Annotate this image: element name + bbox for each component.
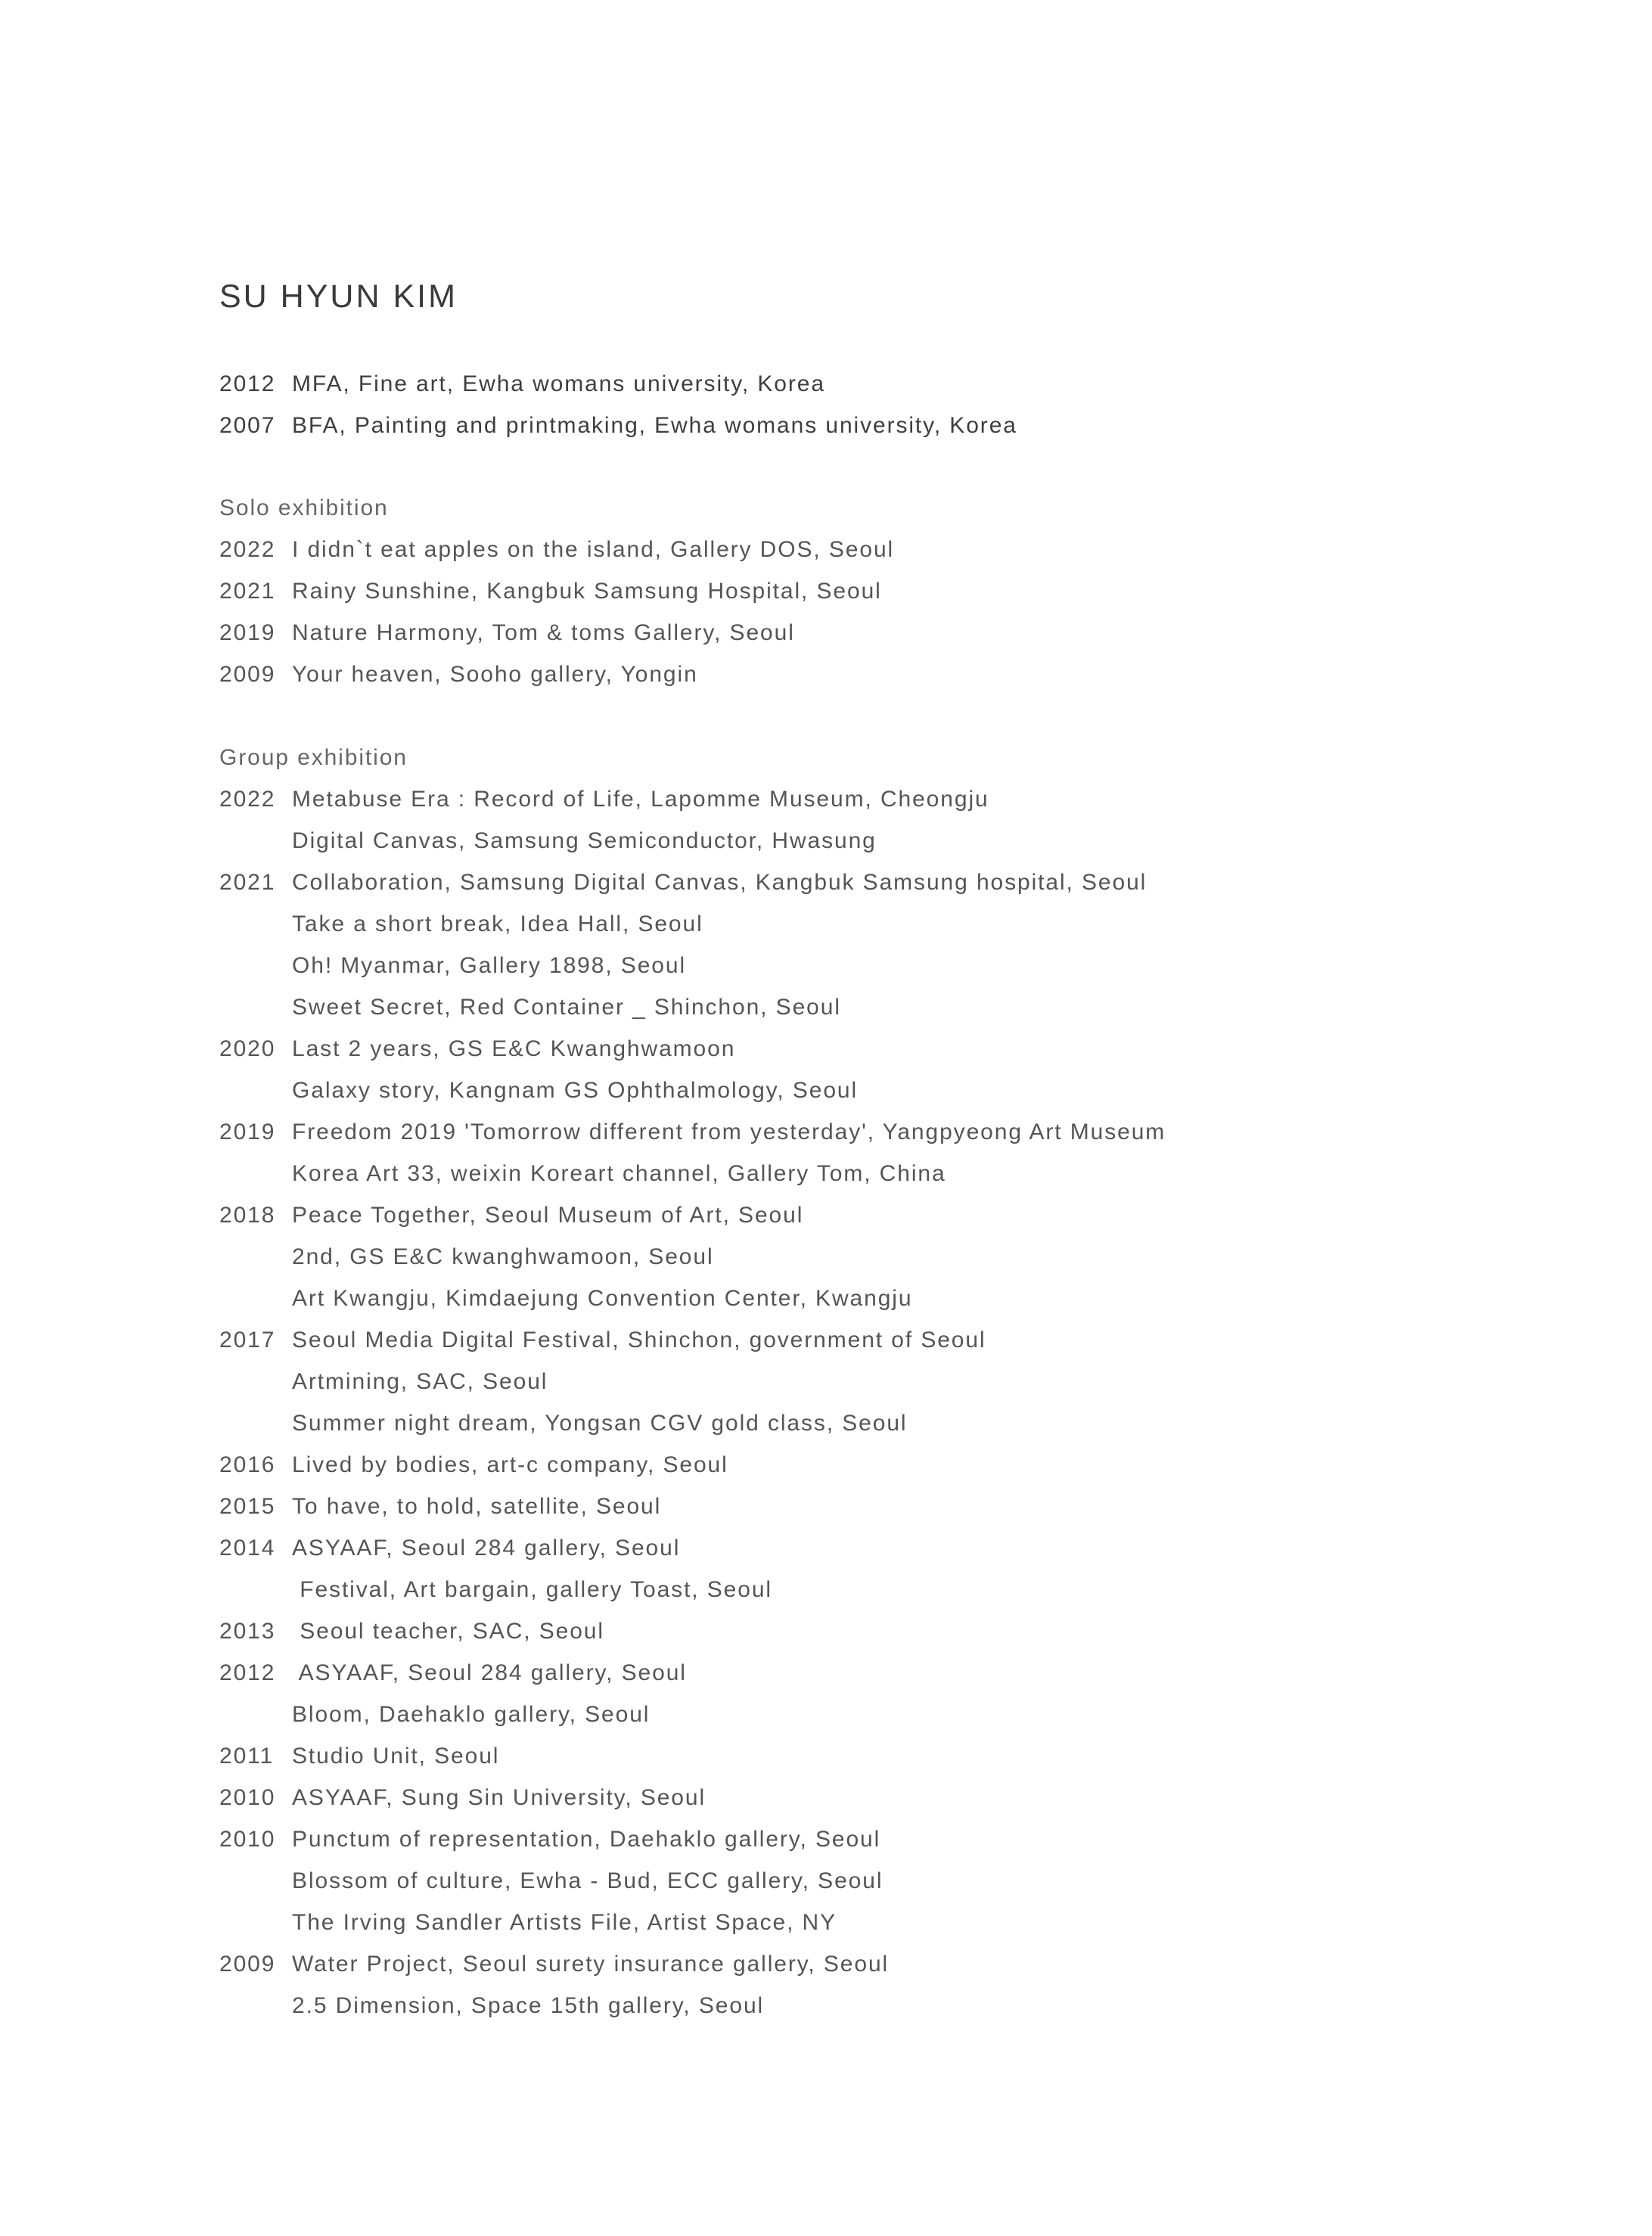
entry-text: The Irving Sandler Artists File, Artist Space, NY	[292, 1910, 837, 1935]
group-exhibition-entry	[219, 1284, 912, 1314]
entry-text: Collaboration, Samsung Digital Canvas, Kangbuk Samsung hospital, Seoul	[292, 870, 1147, 895]
entry-year: 2012	[219, 371, 276, 396]
education-entry	[219, 411, 1017, 441]
entry-year: 2020	[219, 1036, 276, 1061]
entry-text: Take a short break, Idea Hall, Seoul	[292, 911, 703, 936]
entry-year: 2019	[219, 1120, 276, 1144]
entry-text: I didn`t eat apples on the island, Gallery DOS, Seoul	[292, 537, 895, 562]
artist-name: SU HYUN KIM	[219, 278, 458, 315]
group-exhibition-entry	[219, 1949, 889, 1980]
entry-text: Art Kwangju, Kimdaejung Convention Center, Kwangju	[292, 1286, 913, 1311]
entry-text: Oh! Myanmar, Gallery 1898, Seoul	[292, 953, 687, 978]
entry-year: 2022	[219, 787, 276, 812]
entry-text: Rainy Sunshine, Kangbuk Samsung Hospital, Seoul	[292, 579, 882, 604]
entry-text: Artmining, SAC, Seoul	[292, 1369, 548, 1394]
group-exhibition-entry	[219, 1200, 803, 1231]
group-exhibition-entry	[219, 1991, 764, 2021]
group-exhibition-entry	[219, 1076, 858, 1106]
entry-text: Studio Unit, Seoul	[292, 1744, 500, 1769]
entry-text: Metabuse Era : Record of Life, Lapomme Museum, Cheongju	[292, 787, 989, 812]
group-exhibition-entry	[219, 1367, 548, 1397]
entry-year: 2010	[219, 1785, 276, 1810]
entry-year: 2019	[219, 620, 276, 645]
entry-text: Digital Canvas, Samsung Semiconductor, Hwasung	[292, 828, 877, 853]
solo-exhibition-heading: Solo exhibition	[219, 495, 389, 520]
entry-text: 2.5 Dimension, Space 15th gallery, Seoul	[292, 1993, 765, 2018]
group-exhibition-entry	[219, 1908, 837, 1938]
entry-text: 2nd, GS E&C kwanghwamoon, Seoul	[292, 1244, 714, 1269]
group-exhibition-entry	[219, 1117, 1166, 1148]
entry-text: Blossom of culture, Ewha - Bud, ECC gallery, Seoul	[292, 1868, 883, 1893]
entry-text: To have, to hold, satellite, Seoul	[292, 1494, 662, 1519]
group-exhibition-entry	[219, 1533, 680, 1564]
group-exhibition-entry	[219, 992, 841, 1023]
entry-text: Summer night dream, Yongsan CGV gold class, Seoul	[292, 1411, 908, 1436]
solo-exhibition-entry	[219, 576, 882, 607]
entry-text: ASYAAF, Sung Sin University, Seoul	[292, 1785, 706, 1810]
group-exhibition-entry	[219, 951, 686, 981]
entry-text: Galaxy story, Kangnam GS Ophthalmology, Seoul	[292, 1078, 859, 1103]
entry-year: 2013	[219, 1619, 276, 1644]
group-exhibition-entry	[219, 1492, 661, 1522]
group-exhibition-entry	[219, 1575, 772, 1605]
group-exhibition-entry	[219, 1408, 908, 1439]
group-exhibition-entry	[219, 1616, 604, 1647]
group-exhibition-entry	[219, 1658, 687, 1688]
entry-text: Korea Art 33, weixin Koreart channel, Gallery Tom, China	[292, 1161, 946, 1186]
entry-year: 2021	[219, 579, 276, 604]
entry-year: 2009	[219, 1952, 276, 1977]
solo-exhibition-entry	[219, 660, 698, 690]
group-exhibition-entry	[219, 1034, 735, 1064]
entry-text: ASYAAF, Seoul 284 gallery, Seoul	[292, 1660, 687, 1685]
entry-year: 2015	[219, 1494, 276, 1519]
entry-year: 2017	[219, 1328, 276, 1352]
group-exhibition-entry	[219, 784, 989, 815]
entry-year: 2010	[219, 1827, 276, 1852]
entry-text: ASYAAF, Seoul 284 gallery, Seoul	[292, 1536, 681, 1561]
entry-text: Festival, Art bargain, gallery Toast, Seoul	[292, 1577, 772, 1602]
group-exhibition-entry	[219, 1825, 880, 1855]
entry-text: Bloom, Daehaklo gallery, Seoul	[292, 1702, 651, 1727]
group-exhibition-entry	[219, 826, 877, 856]
group-exhibition-entry	[219, 1866, 883, 1896]
entry-text: MFA, Fine art, Ewha womans university, Korea	[292, 371, 825, 396]
group-exhibition-entry	[219, 1159, 946, 1189]
group-exhibition-entry	[219, 1783, 706, 1813]
group-exhibition-entry	[219, 1325, 986, 1356]
entry-text: Water Project, Seoul surety insurance gallery, Seoul	[292, 1952, 890, 1977]
entry-text: BFA, Painting and printmaking, Ewha womans university, Korea	[292, 413, 1017, 438]
entry-year: 2021	[219, 870, 276, 895]
group-exhibition-entry	[219, 1242, 714, 1272]
group-exhibition-entry	[219, 1741, 499, 1772]
entry-text: Seoul Media Digital Festival, Shinchon, government of Seoul	[292, 1328, 986, 1352]
solo-exhibition-entry	[219, 535, 894, 565]
group-exhibition-entry	[219, 868, 1147, 898]
entry-year: 2016	[219, 1452, 276, 1477]
entry-text: Sweet Secret, Red Container _ Shinchon, Seoul	[292, 995, 841, 1020]
entry-year: 2018	[219, 1203, 276, 1228]
entry-text: Lived by bodies, art-c company, Seoul	[292, 1452, 728, 1477]
entry-year: 2012	[219, 1660, 276, 1685]
group-exhibition-entry	[219, 1450, 728, 1480]
entry-year: 2009	[219, 662, 276, 687]
entry-year: 2014	[219, 1536, 276, 1561]
solo-exhibition-entry	[219, 618, 795, 648]
group-exhibition-entry	[219, 909, 703, 939]
entry-year: 2022	[219, 537, 276, 562]
entry-year: 2007	[219, 413, 276, 438]
entry-text: Freedom 2019 'Tomorrow different from yesterday', Yangpyeong Art Museum	[292, 1120, 1166, 1144]
entry-text: Punctum of representation, Daehaklo gallery, Seoul	[292, 1827, 881, 1852]
entry-text: Nature Harmony, Tom & toms Gallery, Seoul	[292, 620, 795, 645]
group-exhibition-heading: Group exhibition	[219, 745, 408, 770]
entry-text: Your heaven, Sooho gallery, Yongin	[292, 662, 698, 687]
group-exhibition-entry	[219, 1700, 650, 1730]
entry-text: Last 2 years, GS E&C Kwanghwamoon	[292, 1036, 736, 1061]
education-entry	[219, 369, 825, 399]
entry-text: Seoul teacher, SAC, Seoul	[292, 1619, 604, 1644]
entry-year: 2011	[219, 1744, 275, 1769]
entry-text: Peace Together, Seoul Museum of Art, Seoul	[292, 1203, 804, 1228]
